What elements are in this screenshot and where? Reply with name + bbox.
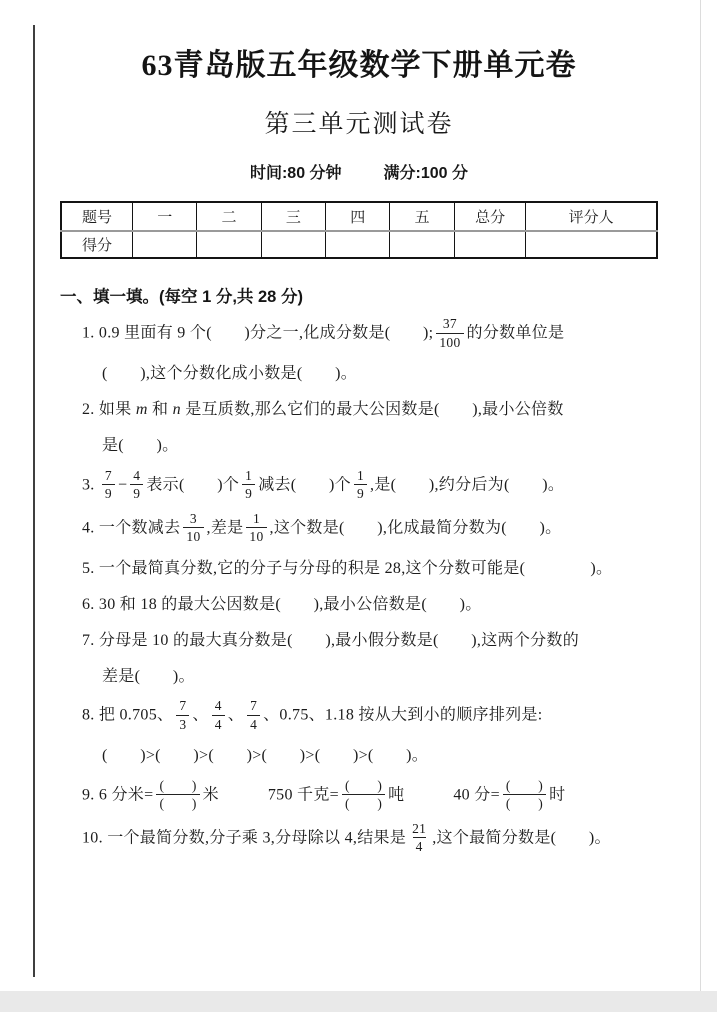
question-line — [82, 469, 658, 503]
fraction: $\frac{4}{9}$ — [130, 468, 143, 502]
question-text: ,差是 — [206, 519, 244, 537]
doc-title: 63青岛版五年级数学下册单元卷 — [141, 49, 577, 82]
question-line — [82, 317, 658, 351]
question-text: ( )>( )>( )>( )>( )>( )。 — [102, 747, 429, 765]
question-text: 5. 一个最简真分数,它的分子与分母的积是 28,这个分数可能是( )。 — [82, 559, 613, 577]
question-item — [82, 627, 658, 690]
question-item — [82, 512, 658, 546]
question-text: 减去( )个 — [258, 476, 351, 494]
full-score-label: 满分:100 分 — [383, 165, 469, 182]
math-variable: n — [172, 401, 181, 419]
question-text: ,是( ),约分后为( )。 — [370, 476, 565, 494]
question-item — [82, 591, 658, 618]
header-cell-5: 五 — [390, 202, 454, 231]
question-item — [82, 779, 658, 813]
math-variable: m — [135, 401, 148, 419]
question-text: 2. 如果 — [82, 401, 136, 419]
question-text: 表示( )个 — [146, 476, 240, 494]
page-edge-scan-line-left — [33, 25, 35, 977]
question-line — [82, 512, 658, 546]
header-cell-total: 总分 — [454, 202, 526, 231]
score-cell-empty — [261, 231, 325, 258]
score-cell-empty — [326, 231, 390, 258]
header-cell-question-no: 题号 — [61, 202, 133, 231]
page-edge-scan-line-right — [700, 0, 701, 1012]
score-table-header-row — [61, 202, 657, 231]
doc-meta — [60, 160, 658, 183]
question-line — [82, 779, 658, 813]
question-line — [82, 360, 658, 387]
score-table-score-row — [61, 231, 657, 258]
scan-band-bottom — [0, 991, 717, 1012]
fraction: $\frac{( )}{( )}$ — [342, 778, 385, 812]
question-item — [82, 396, 658, 459]
score-row-label: 得分 — [61, 231, 133, 258]
fraction: $\frac{1}{9}$ — [242, 468, 255, 502]
question-item — [82, 822, 658, 856]
question-text: 1. 0.9 里面有 9 个( )分之一,化成分数是( ); — [82, 324, 434, 342]
header-cell-2: 二 — [197, 202, 261, 231]
question-text: 6. 30 和 18 的最大公因数是( ),最小公倍数是( )。 — [82, 595, 482, 613]
question-text: 米 750 千克= — [202, 786, 339, 804]
question-text: 、0.75、1.18 按从大到小的顺序排列是: — [263, 707, 543, 725]
question-text: 、 — [192, 707, 209, 725]
page-content — [60, 40, 658, 865]
question-line — [82, 555, 658, 582]
question-item — [82, 317, 658, 387]
question-text: ,这个最简分数是( )。 — [432, 829, 611, 847]
question-text: − — [117, 476, 128, 494]
questions — [82, 317, 658, 856]
question-text: 的分数单位是 — [466, 324, 565, 342]
question-line — [82, 822, 658, 856]
question-text: 吨 40 分= — [388, 786, 500, 804]
score-cell-empty — [133, 231, 197, 258]
question-text: 差是( )。 — [102, 668, 195, 686]
question-line — [82, 627, 658, 654]
question-text: 8. 把 0.705、 — [82, 707, 174, 725]
question-text: ,这个数是( ),化成最简分数为( )。 — [269, 519, 562, 537]
score-cell-empty — [197, 231, 261, 258]
question-line — [82, 699, 658, 733]
question-item — [82, 469, 658, 503]
question-line — [82, 742, 658, 769]
header-cell-1: 一 — [133, 202, 197, 231]
question-text: 7. 分母是 10 的最大真分数是( ),最小假分数是( ),这两个分数的 — [82, 632, 580, 650]
question-text: 是( )。 — [102, 437, 179, 455]
fraction: $\frac{37}{100}$ — [436, 316, 463, 350]
header-cell-3: 三 — [261, 202, 325, 231]
question-text: 时 — [549, 786, 566, 804]
question-item — [82, 699, 658, 769]
question-line — [82, 432, 658, 459]
score-cell-empty — [454, 231, 526, 258]
header-cell-scorer: 评分人 — [526, 202, 657, 231]
question-line — [82, 663, 658, 690]
question-item — [82, 555, 658, 582]
fraction: $\frac{1}{9}$ — [354, 468, 367, 502]
header-cell-4: 四 — [326, 202, 390, 231]
fraction: $\frac{1}{10}$ — [246, 511, 266, 545]
fraction: $\frac{3}{10}$ — [183, 511, 203, 545]
question-text: 和 — [147, 401, 173, 419]
question-text: ( ),这个分数化成小数是( )。 — [102, 365, 358, 383]
question-text: 9. 6 分米= — [82, 786, 154, 804]
section-heading-fill-in: 一、填一填。(每空 1 分,共 28 分) — [60, 288, 303, 306]
fraction: $\frac{4}{4}$ — [212, 698, 225, 732]
question-text: 4. 一个数减去 — [82, 519, 181, 537]
fraction: $\frac{( )}{( )}$ — [503, 778, 546, 812]
time-label: 时间:80 分钟 — [249, 165, 342, 182]
question-line — [82, 396, 658, 423]
score-table — [60, 201, 658, 259]
question-line — [82, 591, 658, 618]
fraction: $\frac{7}{9}$ — [102, 468, 115, 502]
fraction: $\frac{( )}{( )}$ — [156, 778, 199, 812]
fraction: $\frac{21}{4}$ — [412, 820, 427, 855]
question-text: 3. — [82, 476, 99, 494]
question-text: 10. 一个最简分数,分子乘 3,分母除以 4,结果是 — [82, 829, 407, 847]
question-text: 、 — [227, 707, 245, 725]
score-cell-empty — [390, 231, 454, 258]
fraction: $\frac{7}{3}$ — [176, 698, 189, 732]
fraction: $\frac{7}{4}$ — [247, 698, 260, 732]
question-text: 是互质数,那么它们的最大公因数是( ),最小公倍数 — [180, 401, 564, 419]
doc-subtitle: 第三单元测试卷 — [264, 111, 454, 138]
score-cell-empty — [526, 231, 657, 258]
